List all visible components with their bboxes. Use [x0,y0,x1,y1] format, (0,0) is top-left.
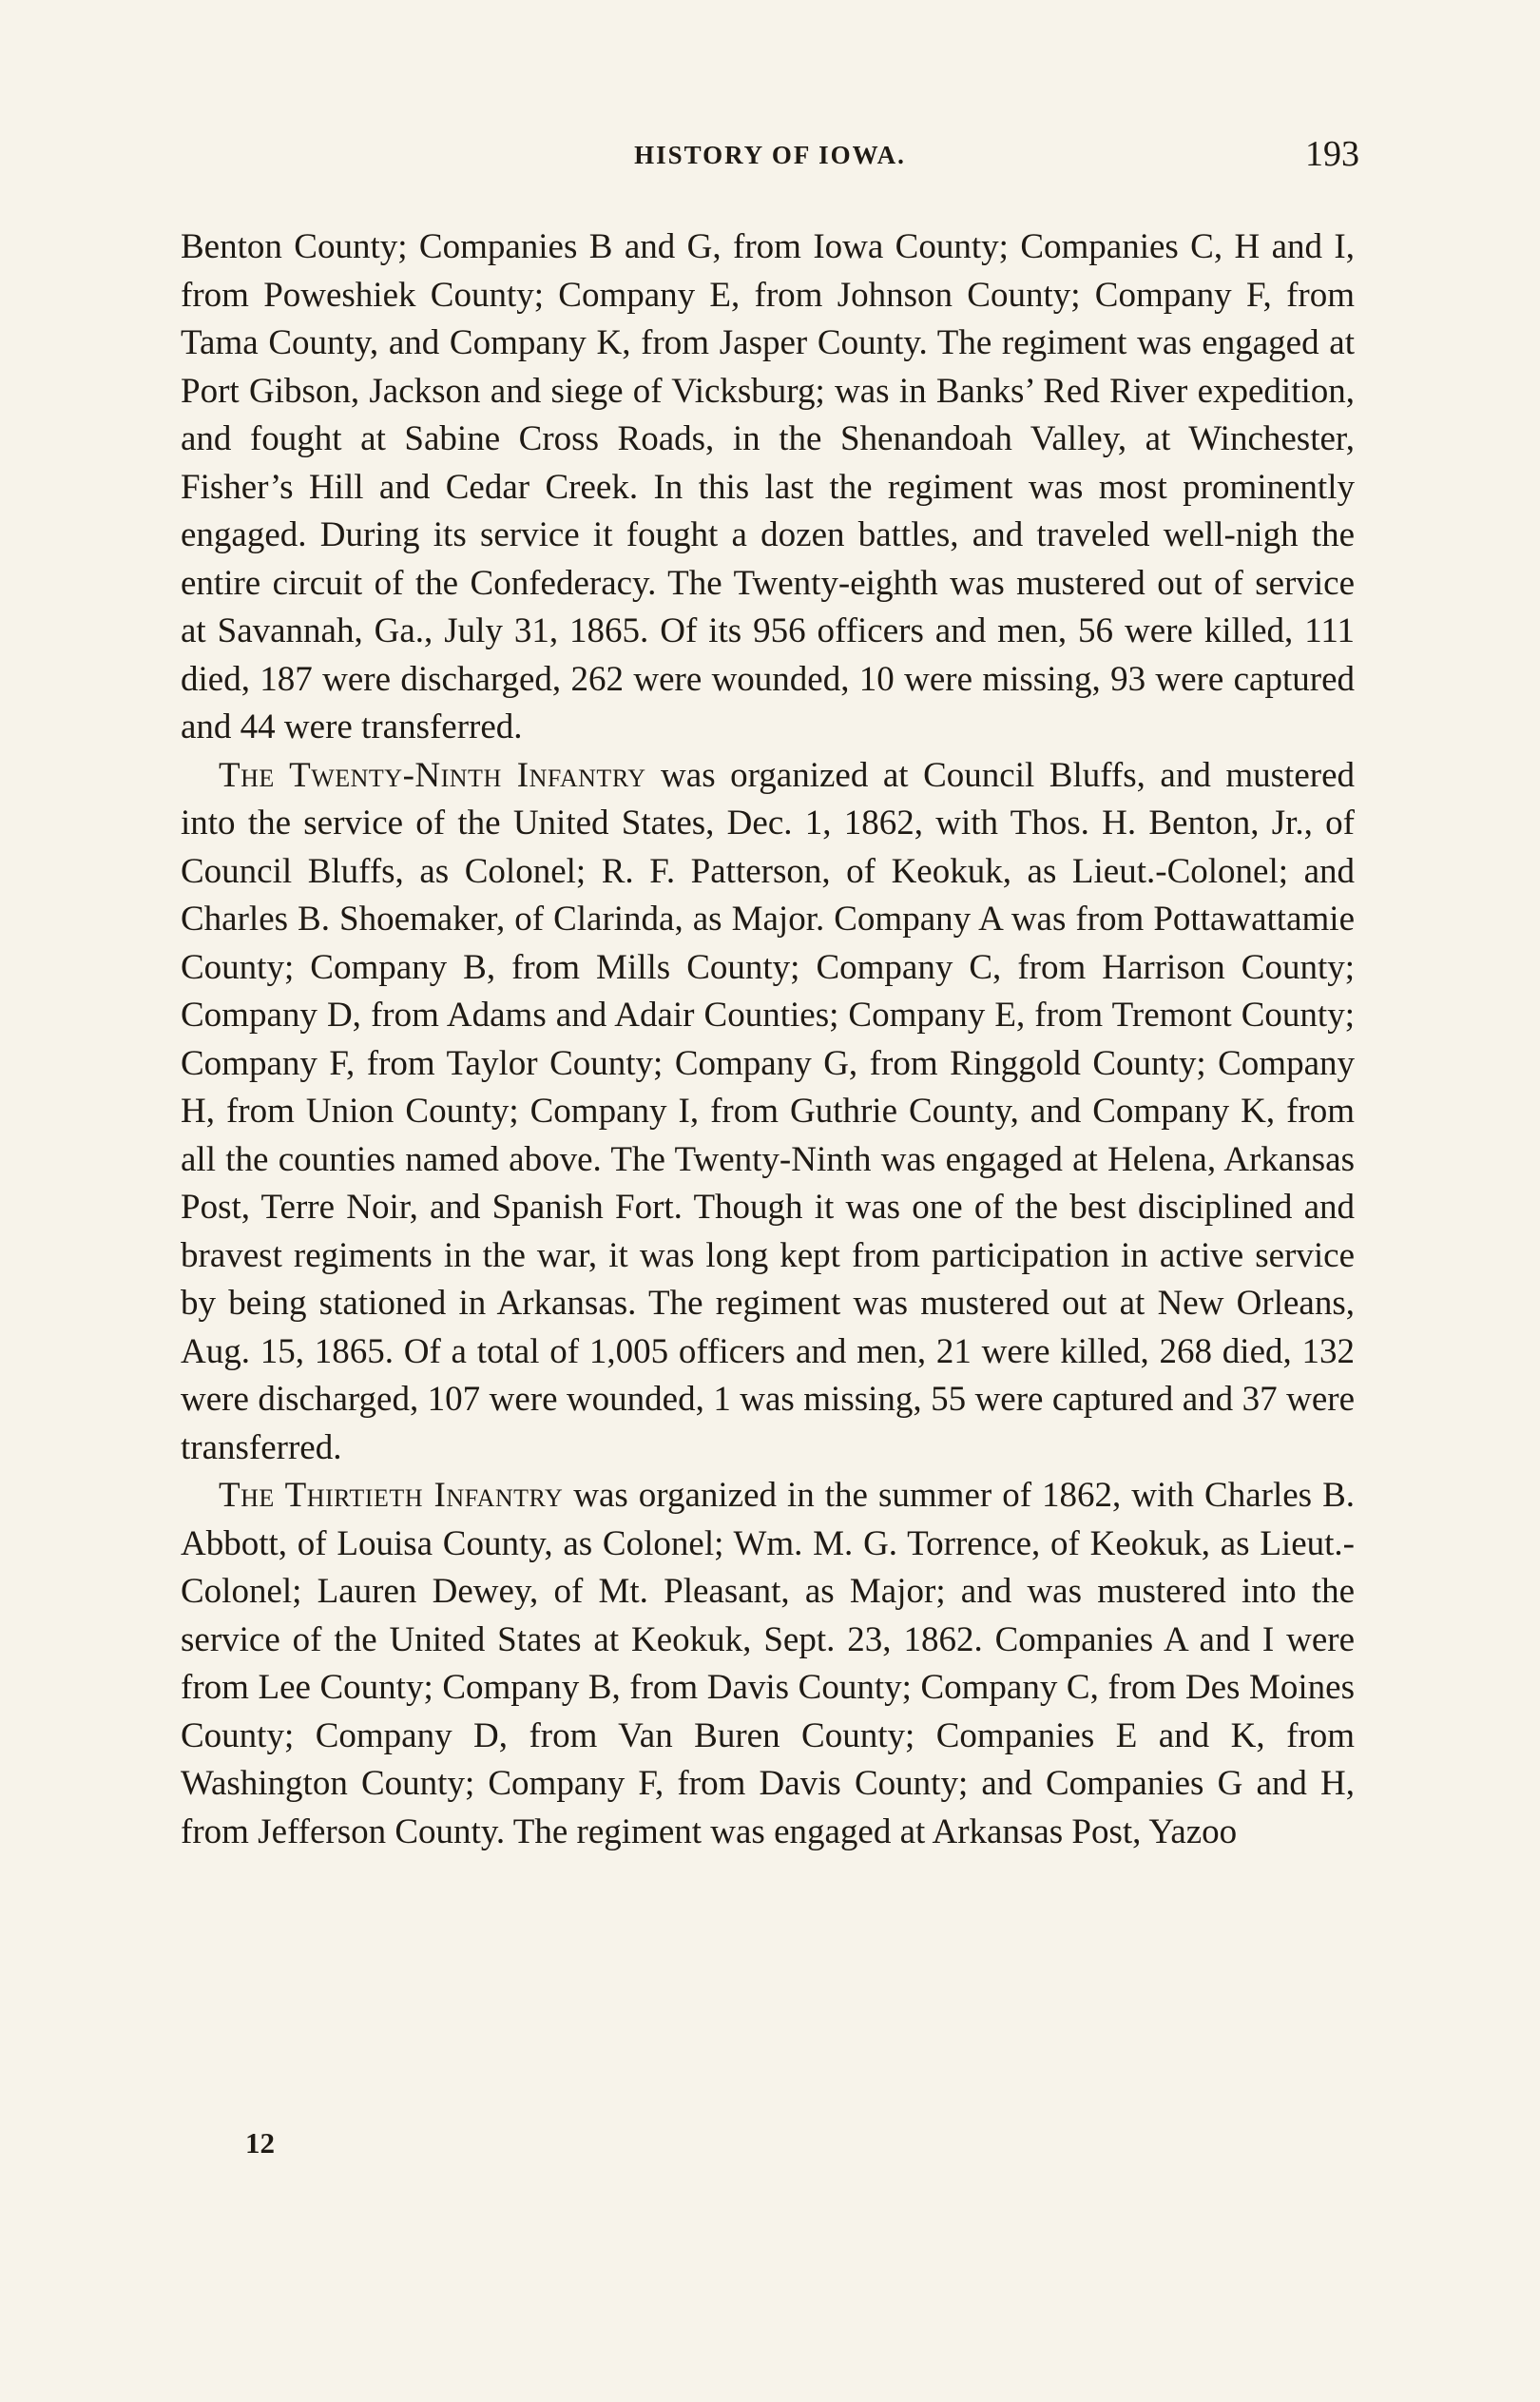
running-head: HISTORY OF IOWA. [634,141,906,169]
paragraph-continuation [181,223,1355,752]
page-number: 193 [1305,134,1359,174]
regiment-title: The Thirtieth Infantry [219,1476,564,1515]
regiment-title: The Twenty-Ninth Infantry [219,755,646,795]
paragraph-text: was organized at Council Bluffs, and mustered into the service of the United States, Dec. 1, 1862, with Thos. H. Benton, Jr., of Council Bluffs, as Colonel; R. F. Patterson, of Keokuk, as Lieut.-Colonel; and Charles B. Shoemaker, of Clarinda, as Major. Company A was from Pottawattamie County; Company B, from Mills County; Company C, from Harrison County; Company D, from Adams and Adair Counties; Company E, from Tremont County; Company F, from Taylor County; Company G, from Ringgold County; Company H, from Union County; Company I, from Guthrie County, and Company K, from all the counties named above. The Twenty-Ninth was engaged at Helena, Arkansas Post, Terre Noir, and Spanish Fort. Though it was one of the best disciplined and bravest regiments in the war, it was long kept from participation in active service by being stationed in Arkansas. The regiment was mustered out at New Orleans, Aug. 15, 1865. Of a total of 1,005 officers and men, 21 were killed, 268 died, 132 were discharged, 107 were wounded, 1 was missing, 55 were captured and 37 were transferred. [181,755,1356,1467]
paragraph-thirtieth-infantry [181,1472,1355,1856]
page-header [181,133,1359,181]
body-text [181,223,1355,1856]
paragraph-text: Benton County; Companies B and G, from Iowa County; Companies C, H and I, from Poweshiek County; Company E, from Johnson County; Company F, from Tama County, and Company K, from Jasper County. The regiment was engaged at Port Gibson, Jackson and siege of Vicksburg; was in Banks’ Red River expedition, and fought at Sabine Cross Roads, in the Shenandoah Valley, at Winchester, Fisher’s Hill and Cedar Creek. In this last the regiment was most prominently engaged. During its service it fought a dozen battles, and traveled well-nigh the entire circuit of the Confederacy. The Twenty-eighth was mustered out of service at Savannah, Ga., July 31, 1865. Of its 956 officers and men, 56 were killed, 111 died, 187 were discharged, 262 were wounded, 10 were missing, 93 were captured and 44 were transferred. [181,227,1355,746]
paragraph-text: was organized in the summer of 1862, with Charles B. Abbott, of Louisa County, as Colonel; Wm. M. G. Torrence, of Keokuk, as Lieut.-Colonel; Lauren Dewey, of Mt. Pleasant, as Major; and was mustered into the service of the United States at Keokuk, Sept. 23, 1862. Companies A and I were from Lee County; Company B, from Davis County; Company C, from Des Moines County; Company D, from Van Buren County; Companies E and K, from Washington County; Company F, from Davis County; and Companies G and H, from Jefferson County. The regiment was engaged at Arkansas Post, Yazoo [181,1476,1356,1851]
paragraph-twenty-ninth-infantry [181,752,1355,1473]
signature-mark: 12 [245,2126,275,2160]
